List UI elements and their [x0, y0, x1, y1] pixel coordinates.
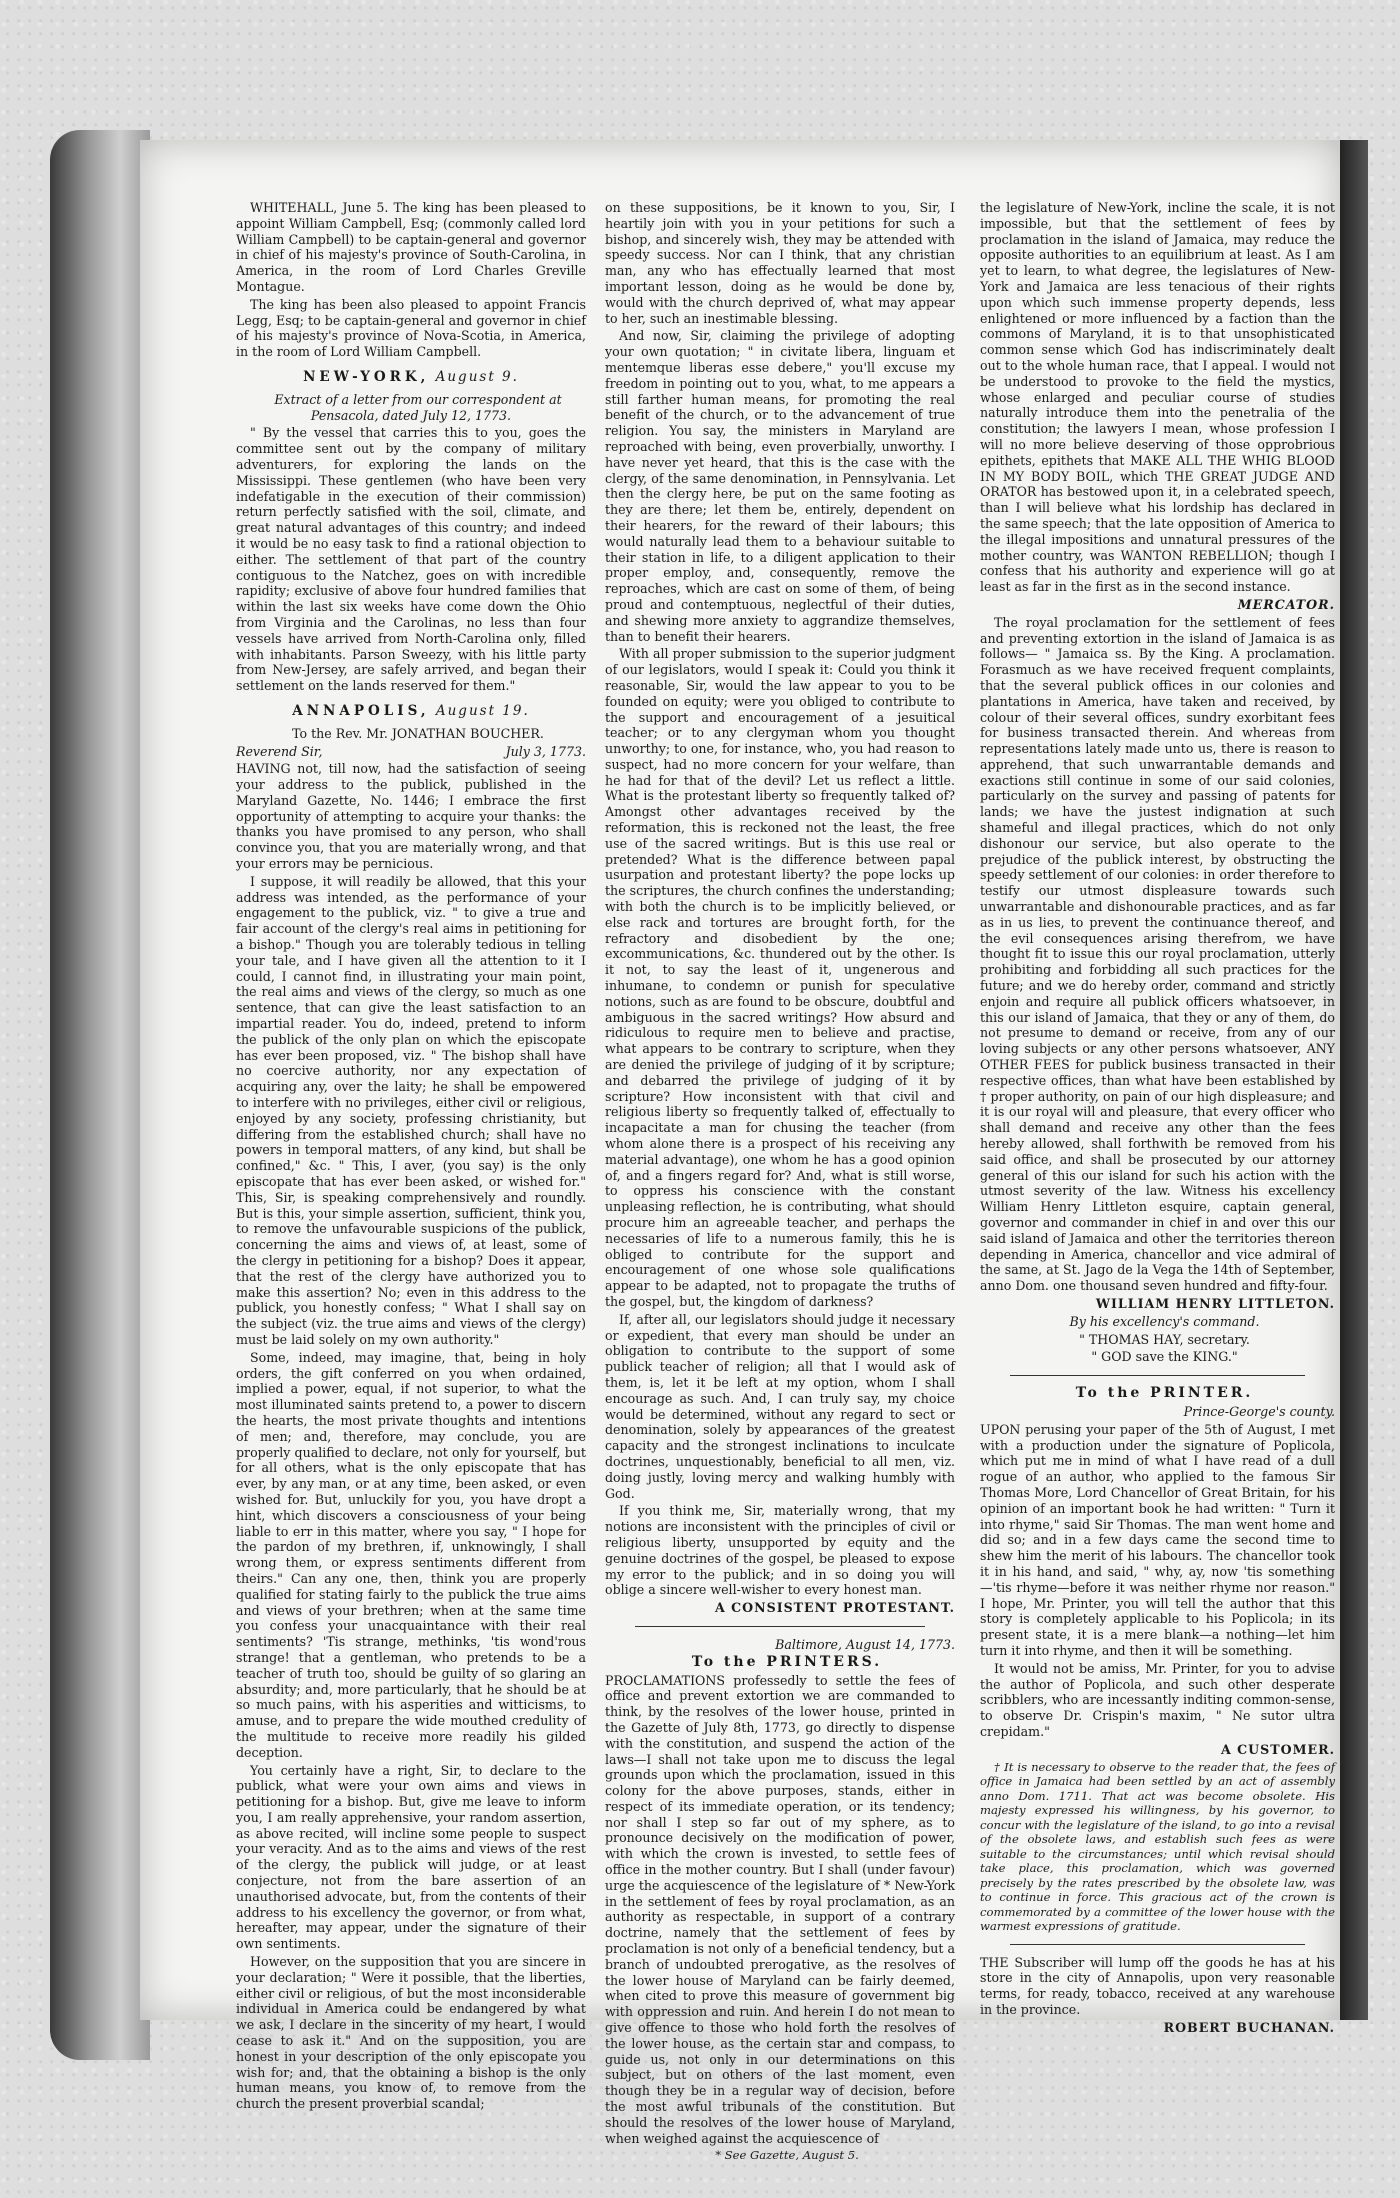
letter-continued-3: With all proper submission to the superior judgment of our legislators, would I speak it: Could you think it reasonable, Sir, would the law appear to you to be founded on equity; were you obliged to contribute to the support and encouragement of a jesuitical teacher; or to any clergyman whom you thought unworthy; to one, for instance, who, you had reason to suspect, had no more concern for your welfare, than he had for that of the devil? Let us reflect a little. What is the protestant liberty so frequently talked of? Amongst other advantages received by the reformation, this is reckoned not the least, the free use of the sacred writings. But is this use real or pretended? What is the difference between papal usurpation and protestant liberty? the pope locks up the scriptures, the church confines the understanding; with both the church is to be implicitly believed, or else rack and tortures are brought forth, for the refractory and disobedient by the one; excommunications, &c. thundered out by the other. Is it not, to say the least of it, ungenerous and inhumane, to condemn or punish for speculative notions, such as are found to be obscure, doubtful and ambiguous in the sacred writings? How absurd and ridiculous to require men to believe and practise, what appears to be contrary to scripture, when they are denied the privilege of judging of it by scripture; and debarred the privilege of judging of it by scripture? How inconsistent with that civil and religious liberty so frequently talked of, effectually to incapacitate a man for chusing the teacher (from whom alone there is a prospect of his receiving any material advantage), one whom he has a good opinion of, and a fingers regard for? And, what is still worse, to oppress his conscience with the constant unpleasing reflection, he is contributing, what should procure him an agreeable teacher, and perhaps the necessaries of life to a numerous family, this he is obliged to contribute for the support and encouragement of one whose sole qualifications appear to be adapted, not to propagate the truths of the gospel, but, the kingdom of darkness? [605, 646, 955, 1309]
customer-paragraph-2: It would not be amiss, Mr. Printer, for you to advise the author of Poplicola, and such other desperate scribblers, who are incessantly inditing common-sense, to observe Dr. Crispin's maxim, " Ne sutor ultra crepidam." [980, 1660, 1335, 1739]
dateline-place: ANNAPOLIS, [292, 702, 430, 719]
customer-signature: A CUSTOMER. [1221, 1741, 1335, 1757]
command-line: By his excellency's command. [1069, 1313, 1260, 1329]
divider [635, 1626, 925, 1627]
boucher-paragraph-1: HAVING not, till now, had the satisfaction of seeing your address to the publick, published in the Maryland Gazette, No. 1446; I embrace the first opportunity of attempting to acquire your thanks: the thanks you have promised to any person, who shall convince you, that you are materially wrong, and that your errors may be pernicious. [236, 761, 586, 872]
buchanan-signature: ROBERT BUCHANAN. [1163, 2019, 1335, 2035]
dateline-date: August 9. [435, 368, 519, 385]
column-3 [980, 200, 1335, 2035]
divider [1010, 1944, 1305, 1945]
boucher-paragraph-4: You certainly have a right, Sir, to declare to the publick, what were your own aims and views in petitioning for a bishop. But, give me leave to inform you, I am really apprehensive, your random assertion, as above recited, will incline some people to suspect your veracity. And as to the aims and views of the rest of the clergy, the publick will judge, or at least conjecture, not from the bare assertion of an unauthorised advocate, but, from the contents of their address to his excellency the governor, or from what, hereafter, may appear, under the signature of their own sentiments. [236, 1762, 586, 1952]
column-1 [236, 200, 586, 2112]
royal-proclamation: The royal proclamation for the settlement of fees and preventing extortion in the island of Jamaica is as follows— " Jamaica ss. By the King. A proclamation. Forasmuch as we have received frequent complaints, that the several publick offices in our colonies and plantations in America, have taken and received, by colour of their several offices, sundry exorbitant fees for business transacted therein. And whereas from representations lately made unto us, there is reason to apprehend, that such unwarrantable demands and exactions still continue in some of our said colonies, particularly on the survey and passing of patents for lands; we have the justest indignation at such shameful and illegal practices, which do not only dishonour our service, but also operate to the prejudice of the publick interest, by obstructing the speedy settlement of our colonies: in order therefore to testify our utmost displeasure towards such unwarrantable and dishonourable practices, and as far as in us lies, to prevent the continuance thereof, and the evil consequences arising therefrom, we have thought fit to issue this our royal proclamation, utterly prohibiting and forbidding all such practices for the future; and we do hereby order, command and strictly enjoin and require all publick officers whatsoever, in this our island of Jamaica, that they or any of them, do not presume to demand or receive, from any of our loving subjects or any other persons whatsoever, ANY OTHER FEES for publick business transacted in their respective offices, than what have been established by † proper authority, on pain of our high displeasure; and it is our royal will and pleasure, that every officer who shall demand and receive any other than the fees hereby allowed, shall forthwith be removed from his said office, and shall be prosecuted by our attorney general of this our island for such his action with the utmost severity of the law. Witness his excellency William Henry Littleton esquire, captain general, governor and commander in chief in and over this our said island of Jamaica and other the territories thereon depending in America, chancellor and vice admiral of the same, at St. Jago de la Vega the 14th of September, anno Dom. one thousand seven hundred and fifty-four. [980, 614, 1335, 1294]
gazette-footnote: * See Gazette, August 5. [715, 2148, 859, 2163]
hay-secretary: " THOMAS HAY, secretary. [1079, 1331, 1250, 1347]
dateline-date: August 19. [435, 702, 530, 719]
boucher-paragraph-2: I suppose, it will readily be allowed, that this your address was intended, as the performance of your engagement to the publick, viz. " to give a true and fair account of the clergy's real aims in petitioning for a bishop." Though you are tolerably tedious in telling your tale, and I have given all the attention to it I could, I cannot find, in illustrating your main point, the real aims and views of the clergy, so much as one sentence, that can give the least satisfaction to an impartial reader. You do, indeed, pretend to inform the publick of the only plan on which the episcopate has ever been proposed, viz. " The bishop shall have no coercive authority, nor any expectation of acquiring any, over the laity; he shall be empowered to interfere with no privileges, either civil or religious, enjoyed by any society, professing christianity, but differing from the established church; shall have no powers in temporal matters, of any kind, but shall be confined," &c. " This, I aver, (you say) is the only episcopate that has ever been asked, or wished for." This, Sir, is speaking comprehensively and roundly. But is this, your simple assertion, sufficient, think you, to remove the unfavourable suspicions of the publick, concerning the aims and views of, at least, some of the clergy in petitioning for a bishop? Does it appear, that the rest of the clergy have authorized you to make this assertion? No; even in this address to the publick, you honestly confess; " What I shall say on the subject (viz. the true aims and views of the clergy) must be laid solely on my own authority." [236, 873, 586, 1347]
letter-continued-5: If you think me, Sir, materially wrong, that my notions are inconsistent with the principles of civil or religious liberty, unsupported by equity and the genuine doctrines of the gospel, be pleased to expose my error to the publick; and in so doing you will oblige a sincere well-wisher to every honest man. [605, 1503, 955, 1598]
boucher-paragraph-3: Some, indeed, may imagine, that, being in holy orders, the gift conferred on you when ordained, implied a power, equal, if not superior, to what the most illuminated saints pretend to, a power to discern the hearts, the most private thoughts and intentions of men; and, therefore, may conclude, you are properly qualified to declare, not only for yourself, but for all others, what is the only episcopate that has ever, by any man, or at any time, been asked, or even wished for. But, unluckily for you, you have dropt a hint, which discovers a consciousness of your being liable to err in this matter, where you say, " I hope for the pardon of my brethren, if, unknowingly, I shall wrong them, or express sentiments different from theirs." Can any one, then, think you are properly qualified for stating fairly to the publick the true aims and views of your brethren; when at the same time you confess your unacquaintance with their real sentiments? 'Tis strange, methinks, 'tis wond'rous strange! that a gentleman, who pretends to be a teacher of truth too, should be guilty of so glaring an absurdity; and, more particularly, that he should be at so much pains, with his asperities and witticisms, to amuse, and to prepare the wide mouthed credulity of the multitude to receive more readily his gilded deception. [236, 1349, 586, 1760]
whitehall-paragraph-2: The king has been also pleased to appoint Francis Legg, Esq; to be captain-general and governor in chief of his majesty's province of Nova-Scotia, in America, in the room of Lord William Campbell. [236, 296, 586, 360]
dateline-place: NEW-YORK, [303, 368, 430, 385]
mercator-signature: MERCATOR. [1237, 596, 1335, 612]
whitehall-paragraph: WHITEHALL, June 5. The king has been pleased to appoint William Campbell, Esq; (commonly called lord William Campbell) to be captain-general and governor in chief of his majesty's province of South-Carolina, in America, in the room of Lord Charles Greville Montague. [236, 200, 586, 294]
salutation-text: Reverend Sir, [236, 743, 323, 759]
letter-continued-1: on these suppositions, be it known to you, Sir, I heartily join with you in your petitions for such a bishop, and sincerely wish, they may be attended with speedy success. Nor can I think, that any christian man, any who has effectually learned that most important lesson, doing as he would be done by, would with the church deprived of, what may appear to her, such an inestimable blessing. [605, 200, 955, 326]
dagger-footnote: † It is necessary to observe to the reader that, the fees of office in Jamaica had been settled by an act of assembly anno Dom. 1711. That act was become obsolete. His majesty expressed his willingness, by his governor, to concur with the legislature of the island, to go into a revisal of the obsolete laws, and establish such fees as were suitable to the circumstances; until which revisal should take place, this proclamation, which was governed precisely by the rates prescribed by the obsolete law, was to continue in force. This gracious act of the crown is commemorated by a committee of the lower house with the warmest expressions of gratitude. [980, 1759, 1335, 1933]
boucher-paragraph-5: However, on the supposition that you are sincere in your declaration; " Were it possible, that the liberties, either civil or religious, of but the most inconsiderable individual in America could be endangered by what we ask, I declare in the sincerity of my heart, I would cease to ask it." And on the supposition, you are honest in your description of the only episcopate you wish for; and, that the obtaining a bishop is the only human means, you know of, to remove from the church the present proverbial scandal; [236, 1954, 586, 2112]
extract-body: " By the vessel that carries this to you, goes the committee sent out by the company of military adventurers, for exploring the lands on the Mississippi. These gentlemen (who have been very indefatigable in the execution of their commission) return perfectly satisfied with the soil, climate, and great natural advantages of this country; and indeed it would be no easy task to find a rational objection to either. The settlement of that part of the country contiguous to the Natchez, goes on with incredible rapidity; exclusive of above four hundred families that within the last six weeks have come down the Ohio from Virginia and the Carolinas, no less than four vessels have arrived from North-Carolina only, filled with inhabitants. Parson Sweezy, with his little party from New-Jersey, are safely arrived, and began their settlement on the lands reserved for them." [236, 425, 586, 694]
letter-continued-4: If, after all, our legislators should judge it necessary or expedient, that every man should be under an obligation to contribute to the support of some publick teacher of religion; all that I would ask of them, is, let it be left at my option, whom I shall encourage as such. And, I can truly say, my choice would be determined, without any regard to sect or denomination, solely by appearances of the greatest capacity and the strongest inclinations to inculcate doctrines, unquestionably, beneficial to all men, viz. doing justly, loving mercy and walking humbly with God. [605, 1311, 955, 1501]
letter-salutation [236, 744, 586, 760]
to-printer-heading: To the PRINTER. [1075, 1385, 1254, 1402]
divider [1010, 1375, 1305, 1376]
baltimore-dateline: Baltimore, August 14, 1773. [775, 1636, 955, 1652]
letter-signature: A CONSISTENT PROTESTANT. [714, 1600, 955, 1616]
page-edge-shadow [1340, 140, 1368, 2020]
proclamations-continued: the legislature of New-York, incline the scale, it is not impossible, but that the settlement of fees by proclamation in the island of Jamaica, may reduce the opposite authorities to an equilibrium at least. As I am yet to learn, to what degree, the legislatures of New-York and Jamaica are less tenacious of their rights upon which such immense property depends, less enlightened or more influenced by a faction than the commons of Maryland, it is to that unsophisticated common sense which God has indiscriminately dealt out to the whole human race, that I appeal. I would not be understood to provoke to the field the mystics, whose enlarged and peculiar course of studies naturally introduce them into the penetralia of the constitution; the lawyers I mean, whose profession I will no more believe deserving of those opprobrious epithets, epithets that MAKE ALL THE WHIG BLOOD IN MY BODY BOIL, which THE GREAT JUDGE AND ORATOR has bestowed upon it, in a celebrated speech, than I will believe what his lordship has declared in the same speech; that the late opposition of America to the illegal impositions and unnatural pressures of the mother country, was WANTON REBELLION; though I confess that his authority and experience will go at least as far in the first as in the second instance. [980, 200, 1335, 595]
letter-continued-2: And now, Sir, claiming the privilege of adopting your own quotation; " in civitate libera, linguam et mentemque liberas esse debere," you'll excuse my freedom in pointing out to you, what, to me appears a still farther human means, for promoting the real benefit of the church, or to the advancement of true religion. You say, the ministers in Maryland are reproached with being, even proverbially, unworthy. I have never yet heard, that this is the case with the clergy, of the same denomination, in Pennsylvania. Let then the clergy here, be put on the same footing as they are there; let them be, entirely, dependent on their hearers, for the reward of their labours; this would naturally lead them to a behaviour suitable to their station in life, to a diligent application to their proper employ, and, consequently, remove the reproaches, which are cast on some of them, of being proud and contemptuous, neglectful of their duties, and shewing more anxiety to aggrandize themselves, than to benefit their hearers. [605, 328, 955, 644]
salutation-date: July 3, 1773. [505, 743, 586, 759]
column-2 [605, 200, 955, 2163]
annapolis-dateline [236, 704, 586, 720]
littleton-signature: WILLIAM HENRY LITTLETON. [1095, 1295, 1335, 1311]
letter-address: To the Rev. Mr. JONATHAN BOUCHER. [292, 725, 544, 741]
book-binding [50, 130, 150, 2060]
proclamations-paragraph: PROCLAMATIONS professedly to settle the fees of office and prevent extortion we are commanded to think, by the resolves of the lower house, printed in the Gazette of July 8th, 1773, go directly to dispense with the constitution, and suspend the action of the laws—I shall not take upon me to discuss the legal grounds upon which the proclamation, issued in this colony for the above purposes, stands, either in respect of its immediate operation, or its tendency; nor shall I step so far out of my sphere, as to pronounce decisively on the modification of power, with which the crown is invested, to settle fees of office in the mother country. But I shall (under favour) urge the acquiescence of the legislature of * New-York in the settlement of fees by royal proclamation, as an authority as respectable, in support of a contrary doctrine, namely that the settlement of fees by proclamation is not only of a beneficial tendency, but a branch of undoubted prerogative, as the resolves of the lower house of Maryland can be fairly deemed, when cited to prove this measure of government big with oppression and ruin. And herein I do not mean to give offence to those who hold forth the resolves of the lower house, as the certain star and compass, to guide us, not only in our determinations on this subject, but on others of the last moment, even though they be in a regular way of decision, before the most awful tribunals of the constitution. But should the resolves of the lower house of Maryland, when weighed against the acquiescence of [605, 1672, 955, 2146]
customer-paragraph-1: UPON perusing your paper of the 5th of August, I met with a production under the signature of Poplicola, which put me in mind of what I have read of a dull rogue of an author, who applied to the famous Sir Thomas More, Lord Chancellor of Great Britain, for his opinion of an important book he had written: " Turn it into rhyme," said Sir Thomas. The man went home and did so; and in a few days came the second time to shew him the merit of his labours. The chancellor took it in his hand, and said, " why, ay, now 'tis something—'tis rhyme—before it was neither rhyme nor reason." I hope, Mr. Printer, you will tell the author that this story is completely applicable to his Poplicola; in its present state, it is a mere blank—a nothing—let him turn it into rhyme, and then it will be something. [980, 1421, 1335, 1658]
prince-georges-county: Prince-George's county. [1183, 1403, 1335, 1419]
new-york-dateline [236, 370, 586, 386]
subscriber-advertisement: THE Subscriber will lump off the goods he has at his store in the city of Annapolis, upon very reasonable terms, for ready, tobacco, received at any warehouse in the province. [980, 1954, 1335, 2017]
god-save-the-king: " GOD save the KING." [1091, 1349, 1238, 1365]
extract-heading: Extract of a letter from our correspondent at Pensacola, dated July 12, 1773. [274, 391, 562, 423]
to-printers-heading: To the PRINTERS. [691, 1653, 883, 1670]
